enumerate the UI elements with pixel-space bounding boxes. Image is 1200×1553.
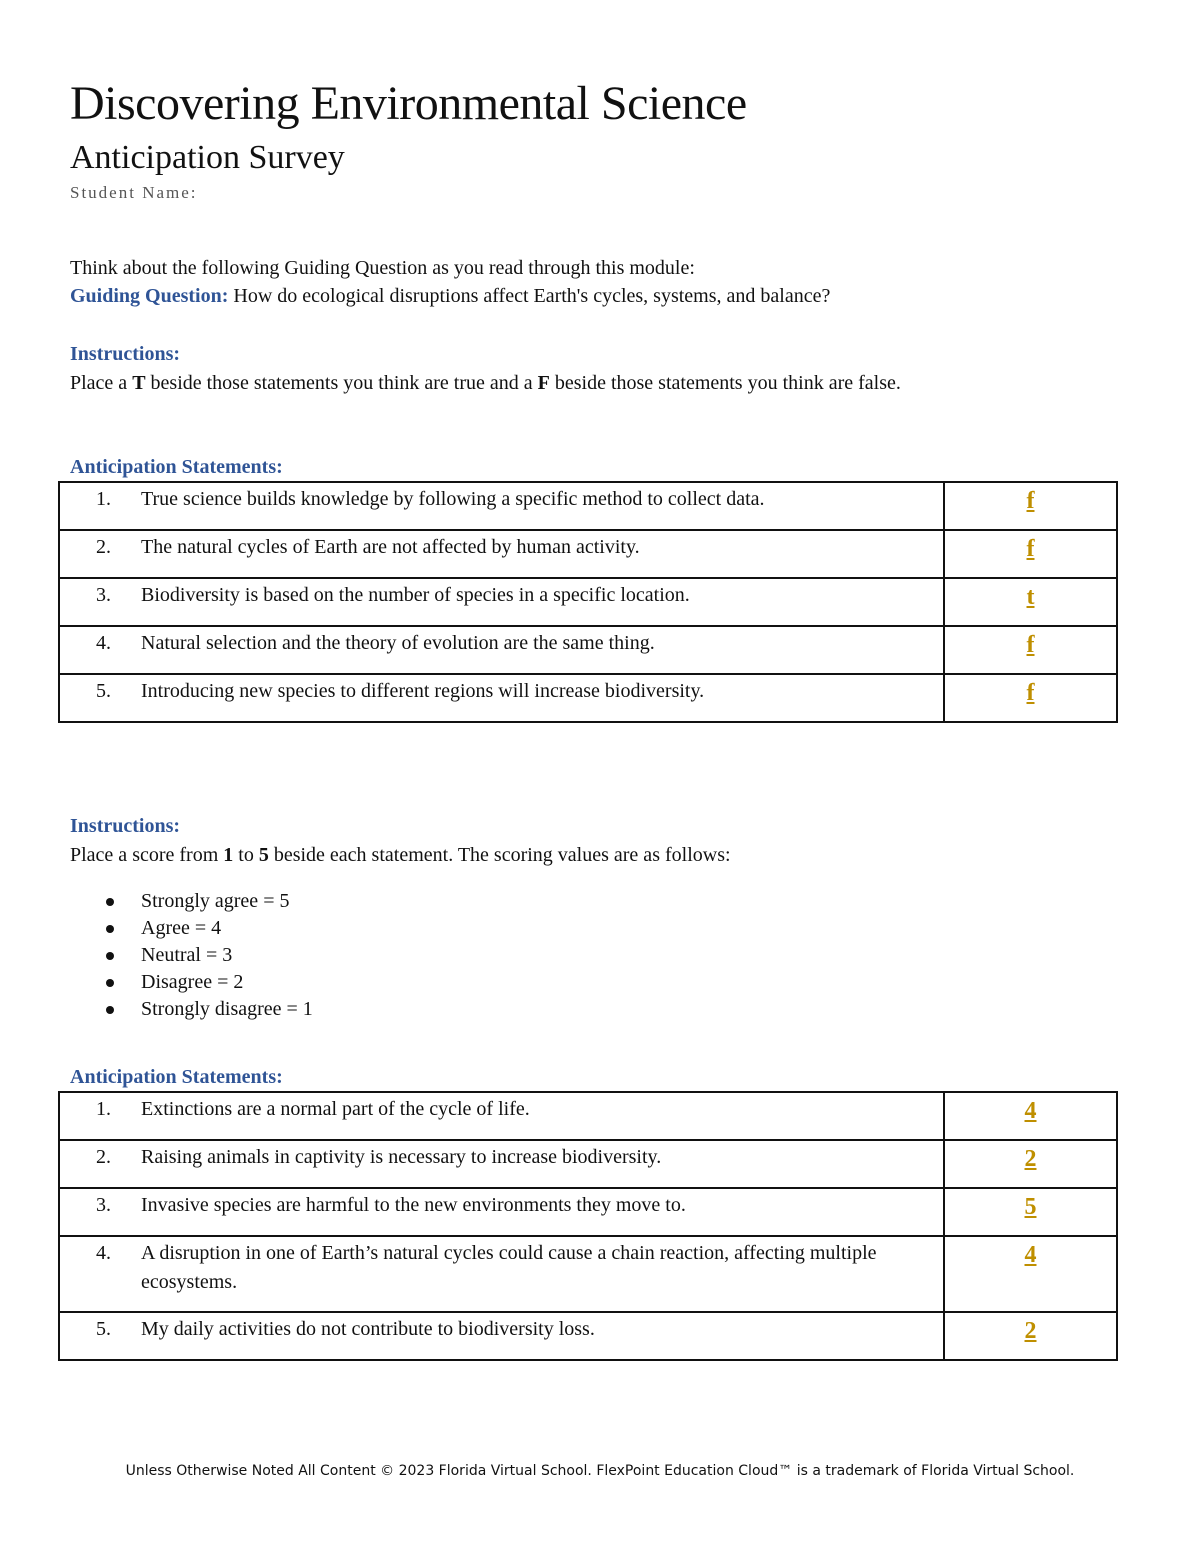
list-item [70,888,313,915]
table-row [59,674,1117,722]
answer-value: f [1026,632,1035,658]
score-table [58,1091,1118,1361]
list-item [70,969,313,996]
statement-text: True science builds knowledge by following a specific method to collect data. [141,488,765,510]
scale-text: Agree = 4 [141,917,222,939]
statement-text: The natural cycles of Earth are not affected by human activity. [141,536,640,558]
scale-text: Strongly agree = 5 [141,890,290,912]
instr1-part2: beside those statements you think are true and a [145,372,538,394]
instructions-text-1 [70,370,901,396]
row-number: 2. [96,536,111,558]
answer-value: 2 [1024,1146,1037,1172]
scale-text: Strongly disagree = 1 [141,998,313,1020]
instr1-false-letter: F [537,372,550,394]
table-row [59,1092,1117,1140]
row-number: 3. [96,584,111,606]
instructions-heading-1: Instructions: [70,343,181,365]
table-row [59,1312,1117,1360]
statement-text: Raising animals in captivity is necessary to increase biodiversity. [141,1146,662,1168]
bullet-icon [106,1006,114,1014]
scale-text: Disagree = 2 [141,971,244,993]
bullet-icon [106,952,114,960]
statements-heading-1: Anticipation Statements: [70,456,283,478]
list-item [70,942,313,969]
bullet-icon [106,979,114,987]
statement-text: Extinctions are a normal part of the cycle of life. [141,1098,530,1120]
instr2-high: 5 [258,844,269,866]
answer-value: t [1026,584,1035,610]
instructions-heading-2: Instructions: [70,815,181,837]
row-number: 4. [96,632,111,654]
answer-cell[interactable] [944,530,1117,578]
answer-value: 4 [1024,1098,1037,1124]
instr2-part1: Place a score from [70,844,224,866]
student-name-label: Student Name: [70,183,198,202]
instr2-low: 1 [223,844,234,866]
instr2-part2: beside each statement. The scoring values are as follows: [268,844,731,866]
row-number: 5. [96,1318,111,1340]
answer-cell[interactable] [944,1140,1117,1188]
table-row [59,626,1117,674]
statement-text: Natural selection and the theory of evolution are the same thing. [141,632,655,654]
table-row [59,482,1117,530]
table-row [59,1188,1117,1236]
instructions-text-2 [70,842,731,868]
statement-text: My daily activities do not contribute to biodiversity loss. [141,1318,595,1340]
true-false-table [58,481,1118,723]
answer-value: 2 [1024,1318,1037,1344]
answer-cell[interactable] [944,482,1117,530]
answer-cell[interactable] [944,674,1117,722]
row-number: 5. [96,680,111,702]
scoring-scale-list [70,888,313,1023]
table-row [59,530,1117,578]
page-title: Discovering Environmental Science [70,77,747,130]
answer-value: 4 [1024,1242,1037,1268]
instr1-part1: Place a [70,372,133,394]
instr1-true-letter: T [132,372,146,394]
answer-cell[interactable] [944,626,1117,674]
table-row [59,1236,1117,1312]
guiding-question-text: How do ecological disruptions affect Earth's cycles, systems, and balance? [228,285,831,307]
row-number: 4. [96,1242,111,1264]
answer-value: 5 [1024,1194,1037,1220]
table-row [59,1140,1117,1188]
statement-text: Biodiversity is based on the number of species in a specific location. [141,584,690,606]
answer-cell[interactable] [944,1312,1117,1360]
row-number: 1. [96,1098,111,1120]
statement-text: Invasive species are harmful to the new environments they move to. [141,1194,686,1216]
statements-heading-2: Anticipation Statements: [70,1066,283,1088]
instr2-mid: to [233,844,259,866]
answer-cell[interactable] [944,578,1117,626]
bullet-icon [106,925,114,933]
answer-value: f [1026,536,1035,562]
scale-text: Neutral = 3 [141,944,233,966]
row-number: 2. [96,1146,111,1168]
table-row [59,578,1117,626]
row-number: 3. [96,1194,111,1216]
instr1-part3: beside those statements you think are false. [549,372,901,394]
answer-cell[interactable] [944,1188,1117,1236]
think-text: Think about the following Guiding Question as you read through this module: [70,257,695,279]
page-subtitle: Anticipation Survey [70,139,345,176]
row-number: 1. [96,488,111,510]
answer-cell[interactable] [944,1092,1117,1140]
answer-cell[interactable] [944,1236,1117,1312]
guiding-question-label: Guiding Question: [70,285,229,307]
list-item [70,915,313,942]
list-item [70,996,313,1023]
answer-value: f [1026,680,1035,706]
statement-text: Introducing new species to different regions will increase biodiversity. [141,680,705,702]
statement-text: A disruption in one of Earth’s natural cycles could cause a chain reaction, affecting multiple ecosystems. [141,1242,877,1293]
guiding-question [70,283,830,309]
bullet-icon [106,898,114,906]
answer-value: f [1026,488,1035,514]
footer-copyright: Unless Otherwise Noted All Content © 2023 Florida Virtual School. FlexPoint Education Cloud™ is a trademark of Florida Virtual School. [125,1463,1075,1479]
